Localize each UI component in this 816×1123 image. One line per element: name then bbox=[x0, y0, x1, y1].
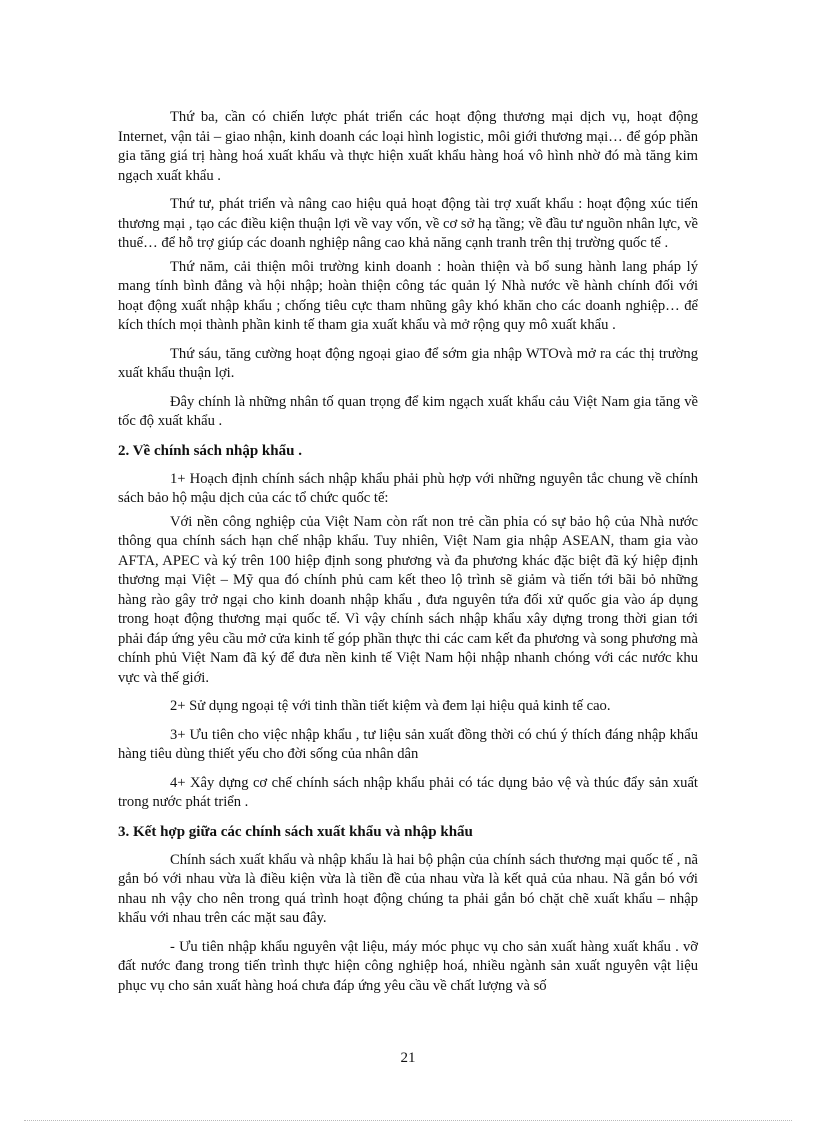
page-bottom-border bbox=[24, 1120, 792, 1121]
section-heading: 2. Về chính sách nhập khẩu . bbox=[118, 442, 302, 459]
page-number: 21 bbox=[400, 1050, 416, 1066]
paragraph: Thứ sáu, tăng cường hoạt động ngoại giao để sớm gia nhập WTOvà mở ra các thị trường xuất khẩu thuận lợi. bbox=[118, 345, 698, 381]
paragraph: 1+ Hoạch định chính sách nhập khẩu phải phù hợp với những nguyên tắc chung về chính sách bảo hộ mậu dịch của các tổ chức quốc tế: bbox=[118, 470, 698, 506]
section-heading: 3. Kết hợp giữa các chính sách xuất khẩu và nhập khẩu bbox=[118, 823, 473, 840]
document-body bbox=[118, 108, 698, 996]
paragraph: 4+ Xây dựng cơ chế chính sách nhập khẩu phải có tác dụng bảo vệ và thúc đẩy sản xuất trong nước phát triển . bbox=[118, 774, 698, 810]
paragraph: Đây chính là những nhân tố quan trọng để kim ngạch xuất khẩu cảu Việt Nam gia tăng về tốc độ xuất khẩu . bbox=[118, 393, 698, 429]
paragraph: 2+ Sử dụng ngoại tệ với tinh thần tiết kiệm và đem lại hiệu quả kinh tế cao. bbox=[170, 698, 611, 714]
paragraph: 3+ Ưu tiên cho việc nhập khẩu , tư liệu sản xuất đồng thời có chú ý thích đáng nhập khẩu hàng tiêu dùng thiết yếu cho đời sống của nhân dân bbox=[118, 726, 698, 762]
paragraph: Chính sách xuất khẩu và nhập khẩu là hai bộ phận của chính sách thương mại quốc tế , nã gắn bó với nhau vừa là điều kiện vừa là tiền đề của nhau vừa là kết quả của nhau. Nã gắn bó với nhau nh vậy cho nên trong quá trình hoạt động chúng ta phải gắn bó chặt chẽ xuất khẩu – nhập khẩu với nhau trên các mặt sau đây. bbox=[118, 851, 698, 926]
paragraph: Thứ ba, cần có chiến lược phát triển các hoạt động thương mại dịch vụ, hoạt động Internet, vận tải – giao nhận, kinh doanh các loại hình logistic, môi giới thương mại… để góp phần gia tăng giá trị hàng hoá xuất khẩu và thực hiện xuất khẩu hàng hoá vô hình nhờ đó mà tăng kim ngạch xuất khẩu . bbox=[118, 109, 698, 184]
paragraph: - Ưu tiên nhập khẩu nguyên vật liệu, máy móc phục vụ cho sản xuất hàng xuất khẩu . vỡ đất nước đang trong tiến trình thực hiện công nghiệp hoá, nhiều ngành sản xuất nguyên vật liệu phục vụ cho sản xuất hàng hoá chưa đáp ứng yêu cầu về chất lượng và số bbox=[118, 938, 698, 994]
paragraph: Thứ tư, phát triển và nâng cao hiệu quả hoạt động tài trợ xuất khẩu : hoạt động xúc tiến thương mại , tạo các điều kiện thuận lợi về vay vốn, về cơ sở hạ tầng; về đầu tư nguồn nhân lực, về thuế… để hỗ trợ giúp các doanh nghiệp nâng cao khả năng cạnh tranh trên thị trường quốc tế . bbox=[118, 196, 698, 251]
paragraph: Thứ năm, cải thiện môi trường kinh doanh : hoàn thiện và bổ sung hành lang pháp lý mang tính bình đẳng và hội nhập; hoàn thiện công tác quản lý Nhà nước về hành chính đối với hoạt động xuất nhập khẩu ; chống tiêu cực tham nhũng gây khó khăn cho các doanh nghiệp… để kích thích mọi thành phần kinh tế tham gia xuất khẩu và mở rộng quy mô xuất khẩu . bbox=[118, 258, 698, 333]
paragraph: Với nền công nghiệp của Việt Nam còn rất non trẻ cần phỉa có sự bảo hộ của Nhà nước thông qua chính sách hạn chế nhập khẩu. Tuy nhiên, Việt Nam gia nhập ASEAN, tham gia vào AFTA, APEC và ký trên 100 hiệp định song phương và đa phương khác đặc biệt đã ký hiệp định thương mại Việt – Mỹ qua đó chính phủ cam kết theo lộ trình sẽ giảm và tiến tới bãi bỏ những hàng rào gây trở ngại cho kinh doanh nhập khẩu , đưa nguyên tứa đối xử quốc gia vào áp dụng trong hoạt động thương mại quốc tế. Vì vậy chính sách nhập khẩu xây dựng trong thời gian tới phải đáp ứng yêu cầu mở cửa kinh tế góp phần thực thi các cam kết đa phương và song phương mà chính phủ Việt Nam đã ký để đưa nền kinh tế Việt Nam hội nhập nhanh chóng với các nước khu vực và thế giới. bbox=[118, 513, 698, 686]
